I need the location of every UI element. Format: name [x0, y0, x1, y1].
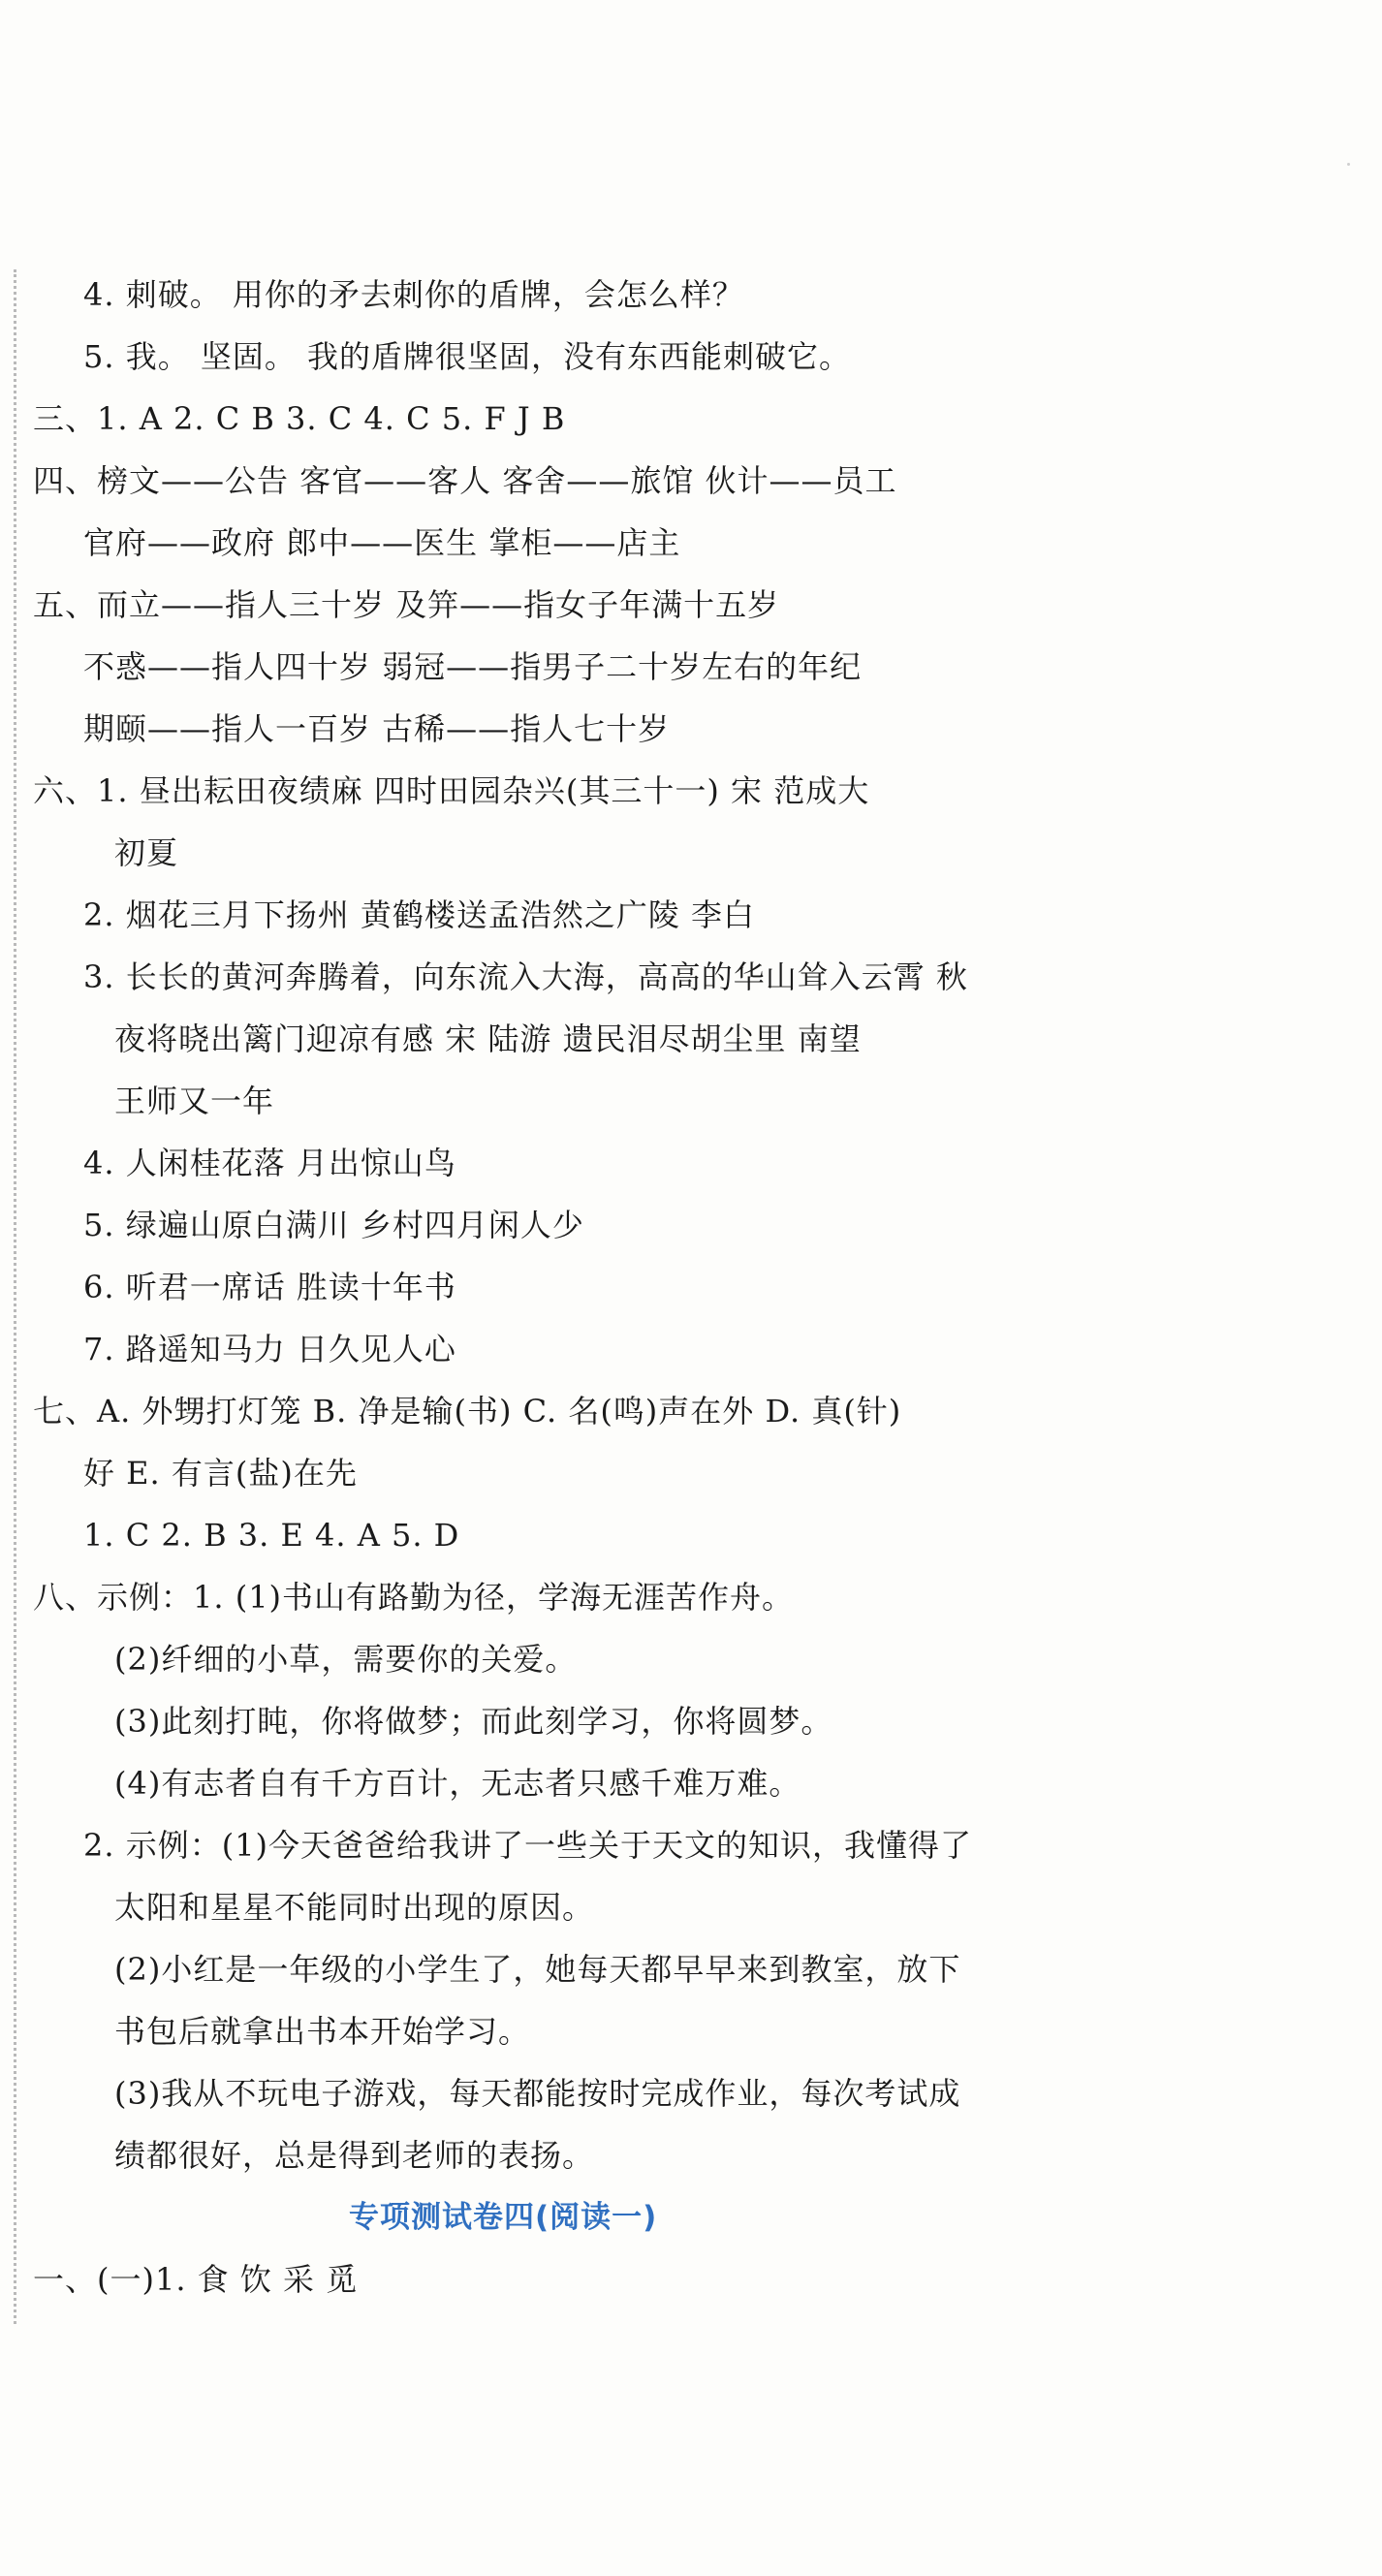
answer-line: 三、1. A 2. C B 3. C 4. C 5. F J B — [33, 400, 566, 437]
answer-line: 5. 绿遍山原白满川 乡村四月闲人少 — [83, 1207, 584, 1243]
answer-line: 四、榜文——公告 客官——客人 客舍——旅馆 伙计——员工 — [33, 462, 897, 499]
answer-line: 3. 长长的黄河奔腾着，向东流入大海，高高的华山耸入云霄 秋 — [83, 958, 968, 995]
answer-line: (2)小红是一年级的小学生了，她每天都早早来到教室，放下 — [114, 1951, 961, 1988]
answer-line: (4)有志者自有千方百计，无志者只感千难万难。 — [114, 1765, 801, 1802]
answer-line: 初夏 — [114, 834, 179, 871]
answer-line: 一、(一)1. 食 饮 采 觅 — [33, 2261, 359, 2298]
answer-line: 5. 我。 坚固。 我的盾牌很坚固，没有东西能刺破它。 — [83, 338, 852, 375]
answer-line: 2. 示例：(1)今天爸爸给我讲了一些关于天文的知识，我懂得了 — [83, 1827, 973, 1864]
page-speck — [1347, 163, 1350, 166]
answer-line: 7. 路遥知马力 日久见人心 — [83, 1331, 456, 1367]
answer-line: 官府——政府 郎中——医生 掌柜——店主 — [83, 524, 681, 561]
answer-line: (3)我从不玩电子游戏，每天都能按时完成作业，每次考试成 — [114, 2075, 961, 2112]
answer-line: 书包后就拿出书本开始学习。 — [114, 2013, 531, 2050]
answer-line: 五、而立——指人三十岁 及笄——指女子年满十五岁 — [33, 586, 780, 623]
answer-line: 太阳和星星不能同时出现的原因。 — [114, 1889, 595, 1926]
answer-line: 六、1. 昼出耘田夜绩麻 四时田园杂兴(其三十一) 宋 范成大 — [33, 772, 870, 809]
answer-line: 夜将晓出篱门迎凉有感 宋 陆游 遗民泪尽胡尘里 南望 — [114, 1021, 862, 1057]
answer-line: 6. 听君一席话 胜读十年书 — [83, 1269, 456, 1305]
answer-line: 八、示例：1. (1)书山有路勤为径，学海无涯苦作舟。 — [33, 1579, 795, 1616]
answer-line: 4. 刺破。 用你的矛去刺你的盾牌，会怎么样？ — [83, 276, 744, 313]
answer-line: 不惑——指人四十岁 弱冠——指男子二十岁左右的年纪 — [83, 648, 863, 685]
answer-line: (2)纤细的小草，需要你的关爱。 — [114, 1641, 578, 1678]
answer-line: 王师又一年 — [114, 1083, 275, 1119]
answer-line: 4. 人闲桂花落 月出惊山鸟 — [83, 1145, 456, 1181]
answer-line: 2. 烟花三月下扬州 黄鹤楼送孟浩然之广陵 李白 — [83, 896, 756, 933]
answer-line: 绩都很好，总是得到老师的表扬。 — [114, 2137, 595, 2174]
margin-dotted-line — [14, 269, 16, 2324]
answer-line: 期颐——指人一百岁 古稀——指人七十岁 — [83, 710, 671, 747]
answer-line: 1. C 2. B 3. E 4. A 5. D — [83, 1517, 460, 1554]
answer-line: 七、A. 外甥打灯笼 B. 净是输(书) C. 名(鸣)声在外 D. 真(针) — [33, 1393, 902, 1429]
section-title: 专项测试卷四(阅读一) — [349, 2200, 658, 2235]
answer-line: 好 E. 有言(盐)在先 — [83, 1455, 358, 1492]
answer-line: (3)此刻打盹，你将做梦；而此刻学习，你将圆梦。 — [114, 1703, 833, 1740]
